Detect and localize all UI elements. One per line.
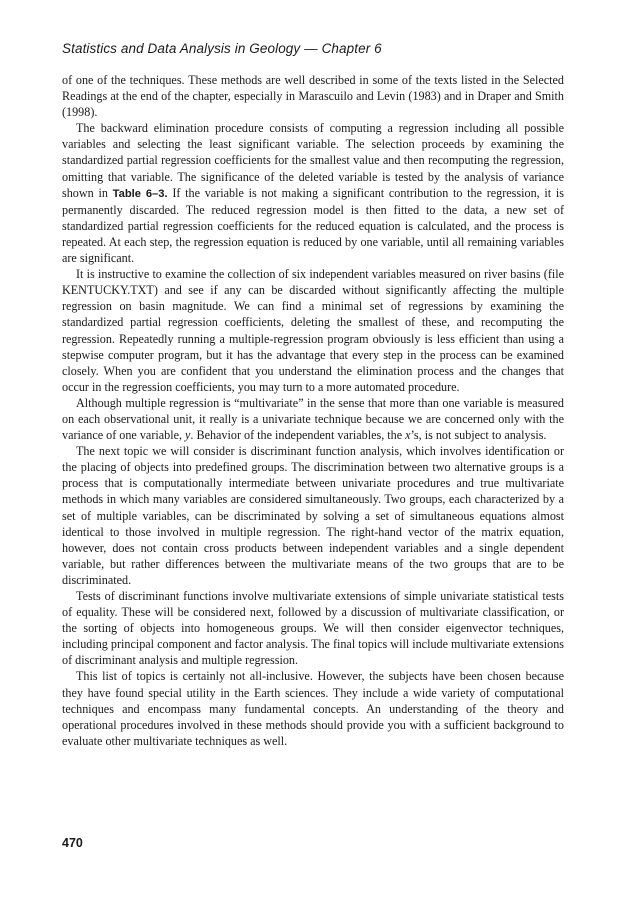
- paragraph-4-part-b: . Behavior of the independent variables, the: [190, 428, 406, 443]
- variable-y: y: [185, 428, 191, 443]
- table-reference: Table 6–3.: [112, 187, 168, 200]
- variable-x: x: [405, 428, 411, 443]
- paragraph-5: The next topic we will consider is discriminant function analysis, which involves identification or the placing of objects into predefined groups. The discrimination between two alternative groups is a process that is computationally intermediate between univariate procedures and true multivariate methods in which many variables are considered simultaneously. Two groups, each characterized by a set of multiple variables, can be discriminated by solving a set of simultaneous equations almost identical to those involved in multiple regression. The right-hand vector of the matrix equation, however, does not contain cross products between independent variables and a single dependent variable, but rather differences between the multivariate means of the two groups that are to be discriminated.: [62, 444, 564, 587]
- running-head: Statistics and Data Analysis in Geology — Chapter 6: [62, 41, 382, 56]
- paragraph-2-part-b: If the variable is not making a significant contribution to the regression, it is permanently discarded. The reduced regression model is then fitted to the data, a new set of standardized partial regression coefficients for the reduced equation is calculated, and the process is repeated. At each step, the regression equation is reduced by one variable, until all remaining variables are significant.: [62, 185, 564, 266]
- paragraph-1: of one of the techniques. These methods are well described in some of the texts listed in the Selected Readings at the end of the chapter, especially in Marascuilo and Levin (1983) and in Draper and Smith (1998).: [62, 73, 564, 120]
- paragraph-2: [62, 120, 564, 266]
- paragraph-4-part-a: Although multiple regression is “multivariate” in the sense that more than one variable is measured on each observational unit, it really is a univariate technique because we are concerned only with the variance of one variable,: [62, 395, 564, 443]
- body-text: [62, 72, 564, 749]
- paragraph-2-part-a: The backward elimination procedure consists of computing a regression including all possible variables and selecting the least significant variable. The selection proceeds by examining the standardized partial regression coefficients for the smallest value and then recomputing the regression, omitting that variable. The significance of the deleted variable is tested by the analysis of variance shown in: [62, 121, 564, 200]
- page-number: 470: [62, 836, 83, 850]
- paragraph-4-part-c: ’s, is not subject to analysis.: [410, 428, 547, 443]
- page-content: [62, 40, 564, 749]
- paragraph-3: It is instructive to examine the collection of six independent variables measured on river basins (file KENTUCKY.TXT) and see if any can be discarded without significantly affecting the multiple regression on basin magnitude. We can find a minimal set of regressions by examining the standardized partial regression coefficients, deleting the smallest of these, and recomputing the regression. Repeatedly running a multiple-regression program obviously is less efficient than using a stepwise computer program, but it has the advantage that every step in the process can be examined closely. When you are confident that you understand the elimination process and the changes that occur in the regression coefficients, you may turn to a more automated procedure.: [62, 267, 564, 394]
- paragraph-6: Tests of discriminant functions involve multivariate extensions of simple univariate statistical tests of equality. These will be considered next, followed by a discussion of multivariate classification, or the sorting of objects into homogeneous groups. We will then consider eigenvector techniques, including principal component and factor analysis. The final topics will include multivariate extensions of discriminant analysis and multiple regression.: [62, 589, 564, 668]
- paragraph-7: This list of topics is certainly not all-inclusive. However, the subjects have been chosen because they have found special utility in the Earth sciences. They include a wide variety of computational techniques and encompass many fundamental concepts. An understanding of the theory and operational procedures involved in these methods should provide you with a sufficient background to evaluate other multivariate techniques as well.: [62, 669, 564, 748]
- paragraph-4: [62, 395, 564, 443]
